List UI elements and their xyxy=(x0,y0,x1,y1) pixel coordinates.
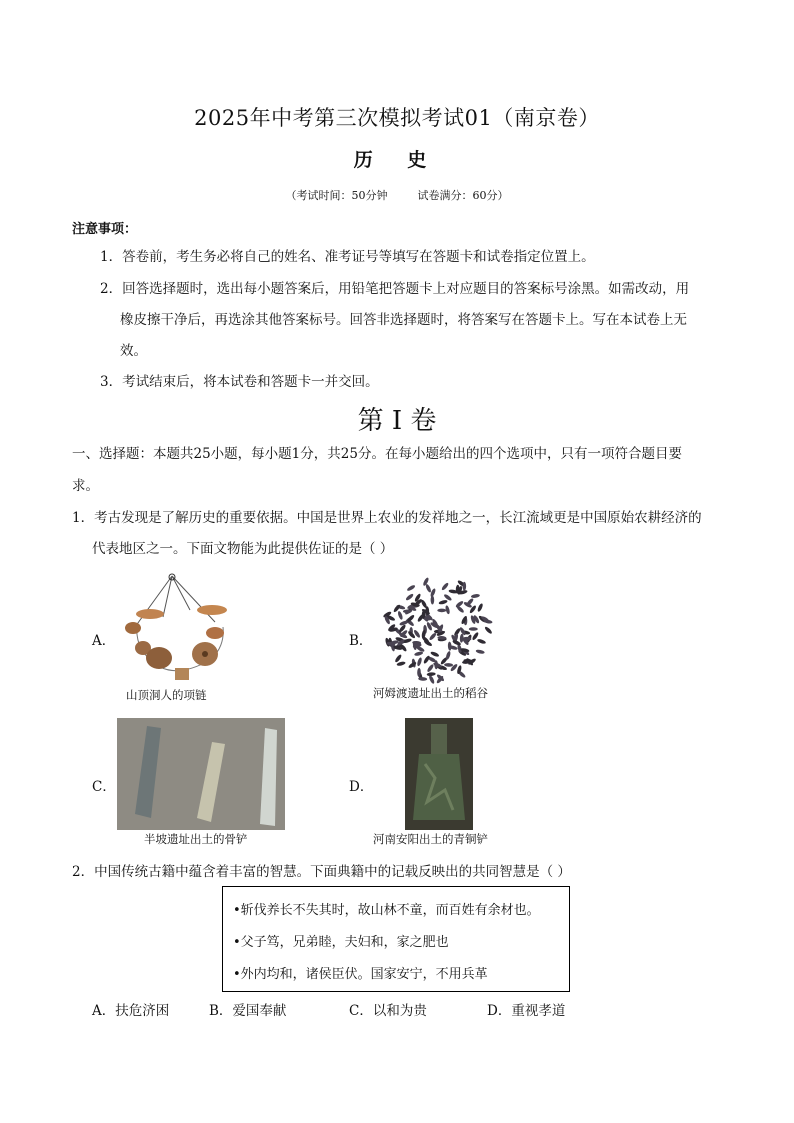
exam-score: 试卷满分：60分） xyxy=(417,189,509,202)
exam-time: （考试时间：50分钟 xyxy=(285,189,388,202)
notice-heading: 注意事项： xyxy=(72,222,138,237)
option-a-letter: A． xyxy=(92,633,116,649)
bone-spade-image xyxy=(117,718,285,830)
rice-grains-image xyxy=(380,574,495,684)
exam-title: 2025年中考第三次模拟考试01（南京卷） xyxy=(194,106,600,130)
option-b-letter: B． xyxy=(349,633,373,649)
option-a-caption: 山顶洞人的项链 xyxy=(126,688,207,702)
option-b-caption: 河姆渡遗址出土的稻谷 xyxy=(373,686,488,700)
subject-title: 历 史 xyxy=(353,149,441,171)
section-intro: 一、选择题：本题共25小题，每小题1分，共25分。在每小题给出的四个选项中，只有一项符合题目要 xyxy=(72,446,682,462)
option-c-caption: 半坡遗址出土的骨铲 xyxy=(144,832,248,846)
exam-info xyxy=(0,187,794,203)
bronze-spade-image xyxy=(405,718,473,830)
q1-stem-cont: 代表地区之一。下面文物能为此提供佐证的是（ ） xyxy=(92,541,394,557)
notice-item-1: 1．答卷前，考生务必将自己的姓名、准考证号等填写在答题卡和试卷指定位置上。 xyxy=(100,249,595,265)
option-c-letter: C． xyxy=(92,779,116,795)
notice-item-2-end: 效。 xyxy=(120,343,147,359)
option-d-caption: 河南安阳出土的青铜铲 xyxy=(373,832,488,846)
section-title: 第 I 卷 xyxy=(357,406,437,436)
quote-line-1: •斩伐养长不失其时，故山林不童，而百姓有余材也。 xyxy=(233,903,540,918)
quote-line-2: •父子笃，兄弟睦，夫妇和，家之肥也 xyxy=(233,935,449,950)
notice-item-2: 2．回答选择题时，选出每小题答案后，用铅笔把答题卡上对应题目的答案标号涂黑。如需改动，用 xyxy=(100,281,690,297)
q2-answer-d: D．重视孝道 xyxy=(487,1003,566,1019)
q1-stem: 1．考古发现是了解历史的重要依据。中国是世界上农业的发祥地之一，长江流域更是中国原始农耕经济的 xyxy=(72,510,702,526)
q2-answer-c: C．以和为贵 xyxy=(349,1003,427,1019)
q2-answer-a: A．扶危济困 xyxy=(92,1003,170,1019)
quote-box xyxy=(222,886,570,992)
quote-line-3: •外内均和，诸侯臣伏。国家安宁，不用兵革 xyxy=(233,967,488,982)
q2-stem: 2．中国传统古籍中蕴含着丰富的智慧。下面典籍中的记载反映出的共同智慧是（ ） xyxy=(72,864,571,880)
option-d-letter: D． xyxy=(349,779,374,795)
section-intro-end: 求。 xyxy=(72,478,99,494)
necklace-image xyxy=(115,572,255,682)
notice-item-2-cont: 橡皮擦干净后，再选涂其他答案标号。回答非选择题时，将答案写在答题卡上。写在本试卷上无 xyxy=(120,312,687,328)
notice-item-3: 3．考试结束后，将本试卷和答题卡一并交回。 xyxy=(100,374,379,390)
q2-answer-b: B．爱国奉献 xyxy=(209,1003,287,1019)
